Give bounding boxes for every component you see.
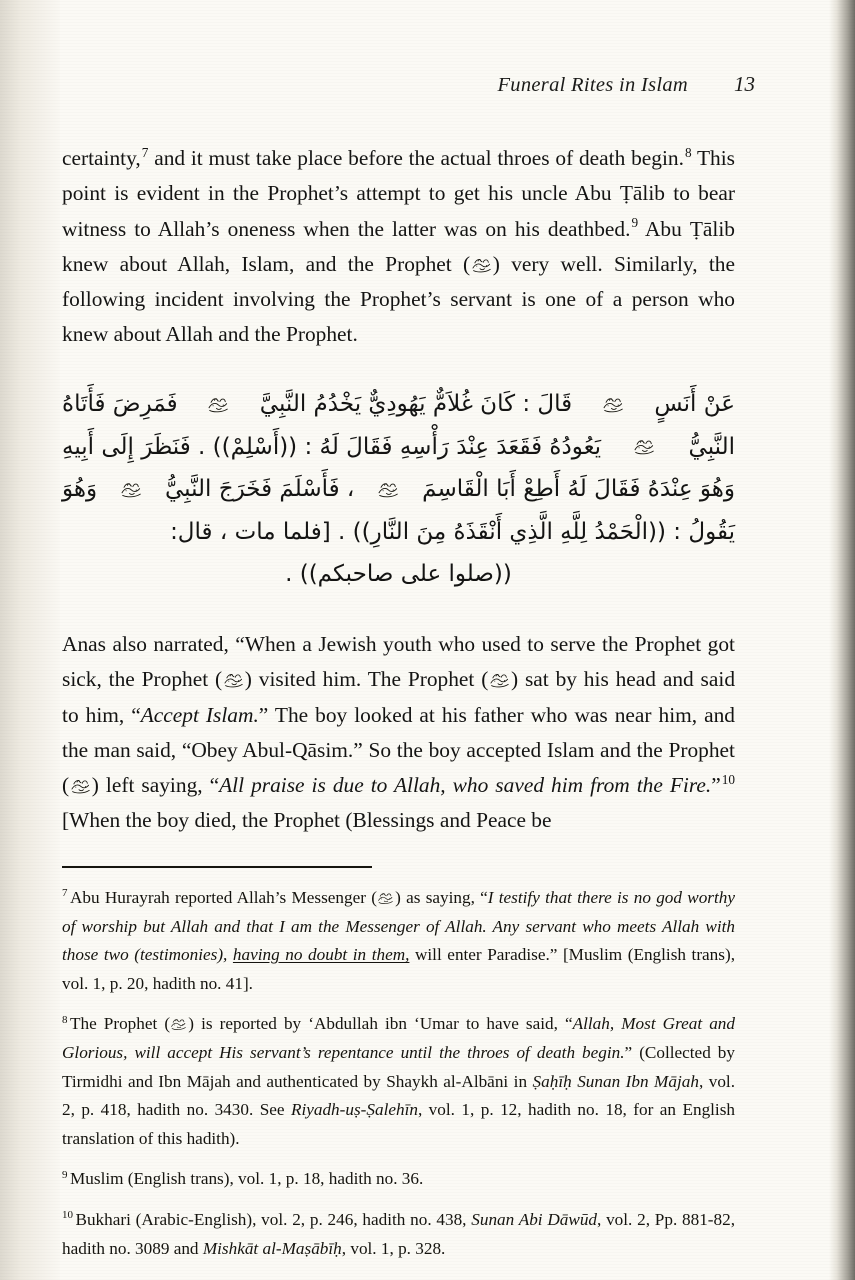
footnote-number: 7: [62, 887, 68, 900]
arabic-segment: النَّبِيُّ: [688, 433, 735, 460]
arabic-hadith-block: [62, 383, 735, 596]
pbuh-icon: [489, 670, 511, 690]
emphasis-text: Accept Islam.: [140, 702, 259, 727]
emphasis-underlined-text: having no doubt in them,: [232, 945, 410, 965]
pbuh-icon: [170, 1016, 188, 1032]
emphasis-text: All praise is due to Allah, who saved him from the Fire.: [219, 773, 712, 798]
footnote-entry: $^7$ Abu Hurayrah reported Allah’s Messenger ( ) as saying, “I testify that there is no god worthy of worship but Allah and that I am the Messenger of Allah. Any servant who meets Allah with those two (testimonies), having no doubt in them, will enter Paradise.” [Muslim (English trans), vol. 1, p. 20, hadith no. 41].: [62, 887, 735, 993]
arabic-segment: [118, 468, 145, 511]
pbuh-icon: [377, 890, 395, 906]
footnote-reference[interactable]: 8: [684, 144, 692, 160]
emphasis-text: I testify that there is no god worthy of worship but Allah and that I am the Messenger of Allah. Any servant who meets Allah with those two (testimonies),: [62, 888, 735, 965]
footnote-separator-rule: [62, 866, 372, 868]
running-head: [62, 72, 755, 102]
arabic-line: [62, 383, 735, 426]
arabic-line: [62, 511, 735, 554]
footnote-reference[interactable]: 7: [141, 144, 149, 160]
pbuh-icon: [223, 670, 245, 690]
body-paragraph-1: certainty,$^7$ and it must take place before the actual throes of death begin.$^8$ This point is evident in the Prophet’s attempt to get his uncle Abu Ṭālib to bear witness to Allah’s oneness when the latter was on his deathbed.$^9$ Abu Ṭālib knew about Allah, Islam, and the Prophet ( ) very well. Similarly, the following incident involving the Prophet’s servant is one of a person who knew about Allah and the Prophet.: [62, 144, 736, 347]
footnote-entry: $^{10}$ Bukhari (Arabic-English), vol. 2, p. 246, hadith no. 438, Sunan Abi Dāwūd, vol. 2, Pp. 881-82, hadith no. 3089 and Mishkāt al-Maṣābīḥ, vol. 1, p. 328.: [62, 1209, 736, 1258]
footnote-number: 9: [62, 1168, 68, 1181]
pbuh-icon: [120, 479, 143, 500]
arabic-segment: [375, 468, 402, 511]
footnote-reference[interactable]: 10: [721, 772, 735, 788]
arabic-segment: فَمَرِضَ فَأَتَاهُ: [62, 391, 178, 417]
arabic-segment: يَقُولُ : ((الْحَمْدُ لِلَّهِ الَّذِي أَنْقَذَهُ مِنَ النَّارِ)) . [فلما مات ، قال:: [170, 518, 735, 545]
footnote-entry: $^9$ Muslim (English trans), vol. 1, p. 18, hadith no. 36.: [62, 1168, 424, 1189]
arabic-segment: قَالَ : كَانَ غُلاَمٌّ يَهُودِيٌّ يَخْدُمُ النَّبِيَّ: [259, 391, 573, 417]
footnote-number: 8: [62, 1013, 68, 1026]
arabic-segment: يَعُودُهُ فَقَعَدَ عِنْدَ رَأْسِهِ فَقَالَ لَهُ : ((أَسْلِمْ)) . فَنَظَرَ إِلَى أَبِيهِ: [62, 433, 602, 460]
arabic-segment: [631, 426, 658, 469]
emphasis-text: Riyadh-uṣ-Ṣalehīn: [290, 1100, 418, 1120]
pbuh-icon: [633, 436, 656, 457]
arabic-line: ((صلوا على صاحبكم)) .: [285, 561, 512, 587]
arabic-segment: وَهُوَ: [62, 476, 98, 502]
page-number: 13: [734, 72, 755, 96]
emphasis-text: Sunan Abi Dāwūd: [471, 1209, 598, 1229]
pbuh-icon: [207, 394, 230, 415]
arabic-segment: [600, 383, 627, 426]
running-head-title: Funeral Rites in Islam: [497, 74, 688, 96]
arabic-line: [62, 426, 735, 469]
emphasis-text: Allah, Most Great and Glorious, will accept His servant’s repentance until the throes of death begin.: [62, 1014, 735, 1062]
emphasis-text: Ṣaḥīḥ Sunan Ibn Mājah: [532, 1071, 699, 1091]
radiyallahu-anhu-icon: [602, 394, 625, 415]
body-paragraph-2: Anas also narrated, “When a Jewish youth who used to serve the Prophet got sick, the Prophet ( ) visited him. The Prophet ( ) sat by his head and said to him, “Accept Islam.” The boy looked at his father who was near him, and the man said, “Obey Abul-Qāsim.” So the boy accepted Islam and the Prophet ( ) left saying, “All praise is due to Allah, who saved him from the Fire.”$^{10}$ [When the boy died, the Prophet (Blessings and Peace be: [62, 632, 736, 833]
footnote-reference[interactable]: 9: [631, 215, 639, 231]
emphasis-text: Mishkāt al-Maṣābīḥ: [202, 1238, 342, 1258]
pbuh-icon: [471, 255, 493, 275]
arabic-segment: [205, 383, 232, 426]
footnote-number: 10: [62, 1209, 73, 1222]
pbuh-icon: [70, 776, 92, 796]
arabic-segment: ، فَأَسْلَمَ فَخَرَجَ النَّبِيُّ: [164, 476, 355, 502]
arabic-line: [62, 468, 735, 511]
footnote-entry: $^8$ The Prophet ( ) is reported by ‘Abdullah ibn ‘Umar to have said, “Allah, Most Great and Glorious, will accept His servant’s repentance until the throes of death begin.” (Collected by Tirmidhi and Ibn Mājah and authenticated by Shaykh al-Albāni in Ṣaḥīḥ Sunan Ibn Mājah, vol. 2, p. 418, hadith no. 3430. See Riyadh-uṣ-Ṣalehīn, vol. 1, p. 12, hadith no. 18, for an English translation of this hadith).: [62, 1013, 735, 1148]
pbuh-icon: [377, 479, 400, 500]
arabic-segment: عَنْ أَنَسٍ: [654, 391, 735, 417]
arabic-segment: وَهُوَ عِنْدَهُ فَقَالَ لَهُ أَطِعْ أَبَا الْقَاسِمَ: [422, 476, 735, 502]
footnote-list: [62, 884, 735, 1263]
